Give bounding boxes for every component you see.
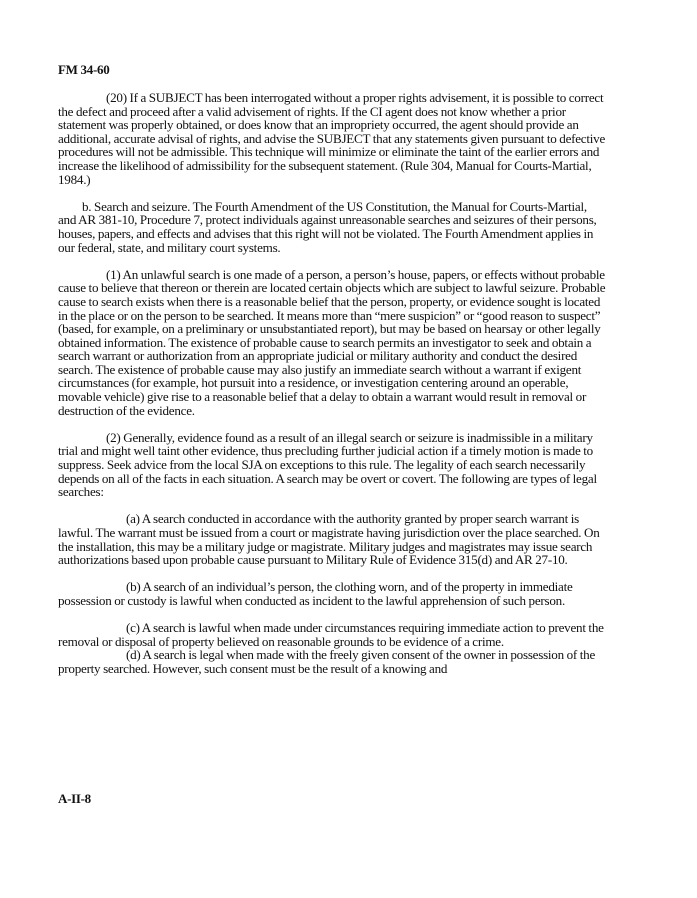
paragraph-20: (20) If a SUBJECT has been interrogated without a proper rights advisement, it is possible to correct the defect and proceed after a valid advisement of rights. If the CI agent does not know whether a prior statement was properly obtained, or does know that an impropriety occurred, the agent should provide an additional, accurate advisal of rights, and advise the SUBJECT that any statements given pursuant to defective procedures will not be admissible. This technique will minimize or eliminate the taint of the earlier errors and increase the likelihood of admissibility for the subsequent statement. (Rule 304, Manual for Courts-Martial, 1984.) bbox=[58, 90, 606, 187]
paragraph-a-search-warrant: (a) A search conducted in accordance with the authority granted by proper search warrant is lawful. The warrant must be issued from a court or magistrate having jurisdiction over the place searched. On the installation, this may be a military judge or magistrate. Military judges and magistrates may issue search authorizations based upon probable cause pursuant to Military Rule of Evidence 315(d) and AR 27-10. bbox=[58, 511, 600, 568]
paragraph-2-illegal-evidence: (2) Generally, evidence found as a result of an illegal search or seizure is inadmissible in a military trial and might well taint other evidence, thus precluding further judicial action if a timely motion is made to suppress. Seek advice from the local SJA on exceptions to this rule. The legality of each search necessarily depends on all of the facts in each situation. A search may be overt or covert. The following are types of legal searches: bbox=[58, 429, 597, 500]
paragraph-d-consent: (d) A search is legal when made with the freely given consent of the owner in possession of the property searched. However, such consent must be the result of a knowing and bbox=[58, 647, 596, 676]
paragraph-c-immediate-action: (c) A search is lawful when made under circumstances requiring immediate action to prevent the removal or disposal of property believed on reasonable grounds to be evidence of a crime. bbox=[58, 620, 604, 649]
paragraph-b-search-incident: (b) A search of an individual’s person, the clothing worn, and of the property in immediate possession or custody is lawful when conducted as incident to the lawful apprehension of such person. bbox=[58, 579, 573, 608]
document-body bbox=[58, 91, 606, 689]
page-number: A-II-8 bbox=[58, 791, 91, 806]
document-id-header: FM 34-60 bbox=[58, 62, 110, 77]
paragraph-b-search-and-seizure: b. Search and seizure. The Fourth Amendment of the US Constitution, the Manual for Courts-Martial, and AR 381-10, Procedure 7, protect individuals against unreasonable searches and seizures of their persons, houses, papers, and effects and advises that this right will not be violated. The Fourth Amendment applies in our federal, state, and military court systems. bbox=[58, 198, 597, 255]
paragraph-1-unlawful-search: (1) An unlawful search is one made of a person, a person’s house, papers, or effects without probable cause to believe that thereon or therein are located certain objects which are subject to lawful seizure. Probable cause to search exists when there is a reasonable belief that the person, property, or evidence sought is located in the place or on the person to be searched. It means more than “mere suspicion” or “good reason to suspect” (based, for example, on a preliminary or unsubstantiated report), but may be based on hearsay or other legally obtained information. The existence of probable cause to search permits an investigator to seek and obtain a search warrant or authorization from an appropriate judicial or military authority and conduct the desired search. The existence of probable cause may also justify an immediate search without a warrant if exigent circumstances (for example, hot pursuit into a residence, or investigation centering around an operable, movable vehicle) give rise to a reasonable belief that a delay to obtain a warrant would result in removal or destruction of the evidence. bbox=[58, 266, 606, 418]
